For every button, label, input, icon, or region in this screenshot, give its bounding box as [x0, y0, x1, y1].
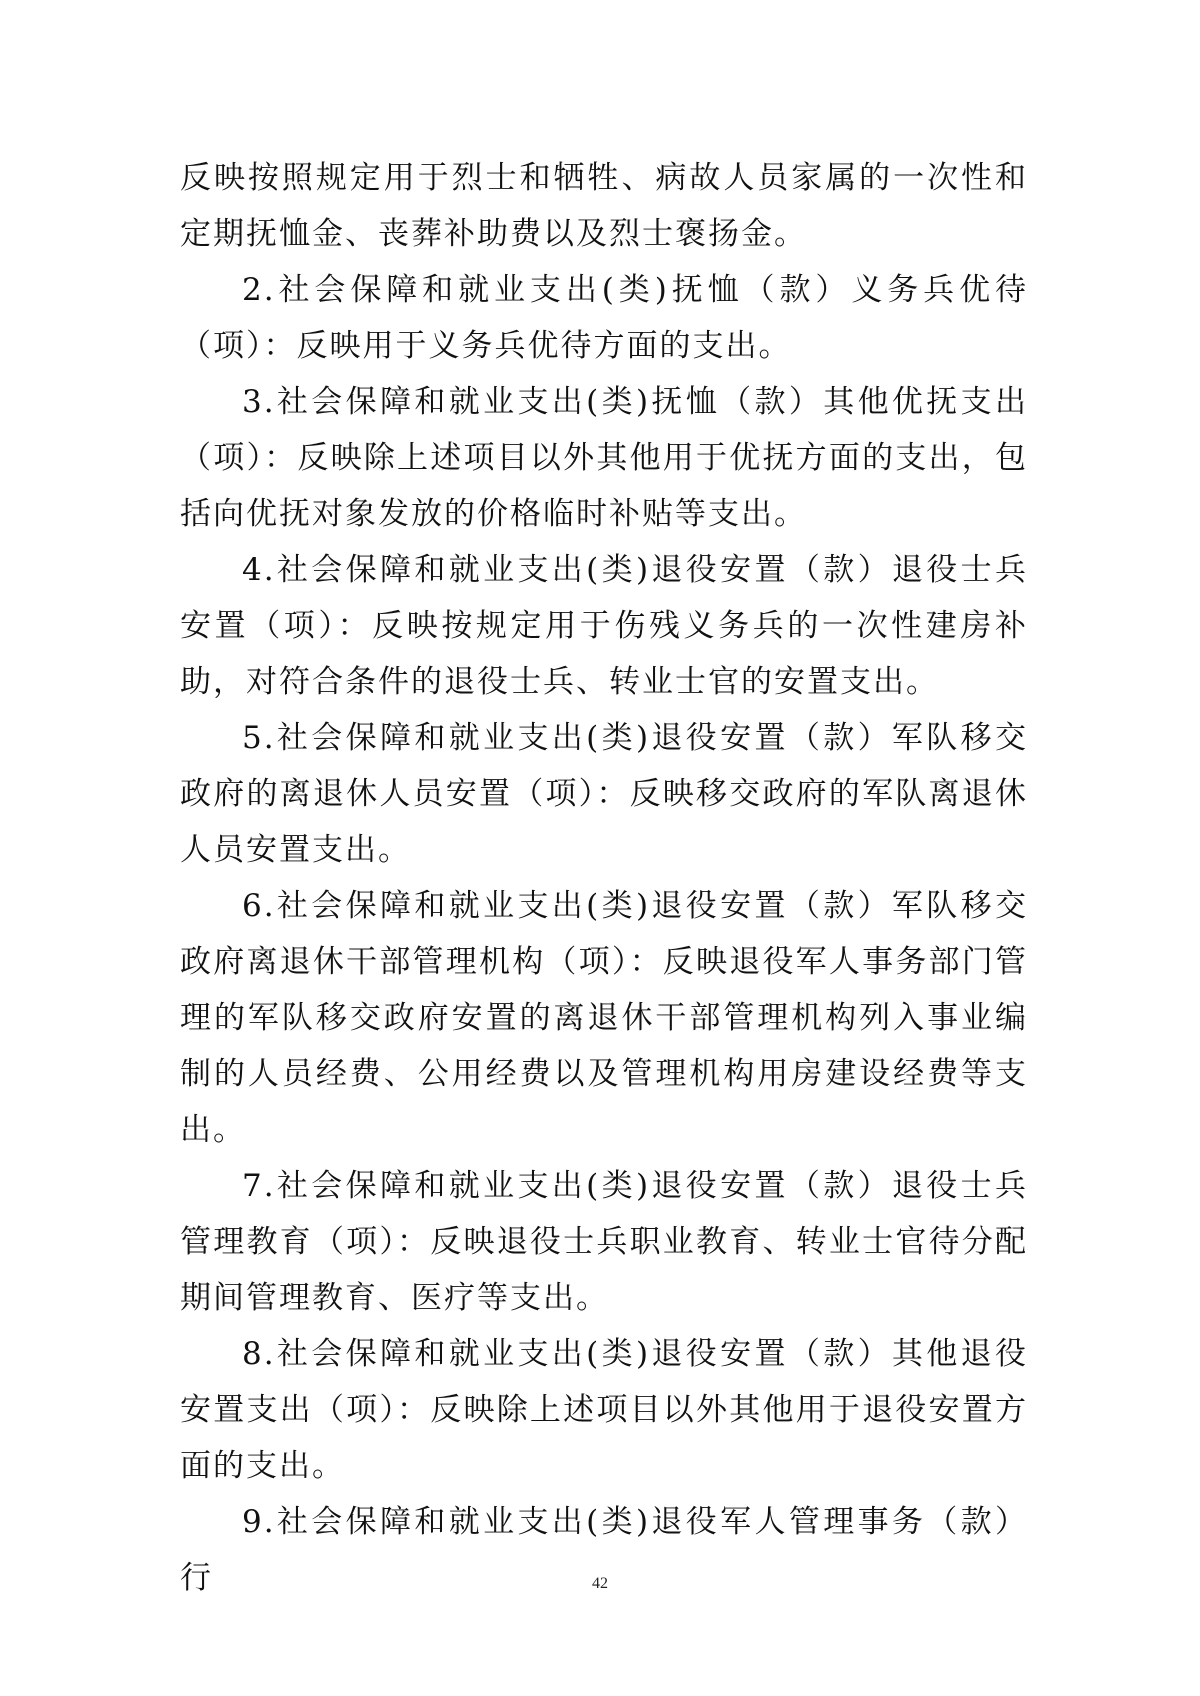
- body-text: [180, 150, 1028, 1606]
- paragraph-continuation: 反映按照规定用于烈士和牺牲、病故人员家属的一次性和定期抚恤金、丧葬补助费以及烈士褒扬金。: [180, 160, 1028, 252]
- paragraph-item-8: 8.社会保障和就业支出(类)退役安置（款）其他退役安置支出（项）：反映除上述项目以外其他用于退役安置方面的支出。: [180, 1336, 1028, 1484]
- paragraph-item-2: 2.社会保障和就业支出(类)抚恤（款）义务兵优待（项）：反映用于义务兵优待方面的支出。: [180, 272, 1028, 364]
- paragraph-item-9: 9.社会保障和就业支出(类)退役军人管理事务（款）行: [180, 1504, 1028, 1596]
- paragraph-item-6: 6.社会保障和就业支出(类)退役安置（款）军队移交政府离退休干部管理机构（项）：反映退役军人事务部门管理的军队移交政府安置的离退休干部管理机构列入事业编制的人员经费、公用经费以及管理机构用房建设经费等支出。: [180, 888, 1028, 1148]
- page-number: 42: [592, 1575, 608, 1592]
- paragraph-item-5: 5.社会保障和就业支出(类)退役安置（款）军队移交政府的离退休人员安置（项）：反映移交政府的军队离退休人员安置支出。: [180, 720, 1028, 868]
- paragraph-item-3: 3.社会保障和就业支出(类)抚恤（款）其他优抚支出（项）：反映除上述项目以外其他用于优抚方面的支出，包括向优抚对象发放的价格临时补贴等支出。: [180, 384, 1028, 532]
- paragraph-item-7: 7.社会保障和就业支出(类)退役安置（款）退役士兵管理教育（项）：反映退役士兵职业教育、转业士官待分配期间管理教育、医疗等支出。: [180, 1168, 1028, 1316]
- paragraph-item-4: 4.社会保障和就业支出(类)退役安置（款）退役士兵安置（项）：反映按规定用于伤残义务兵的一次性建房补助，对符合条件的退役士兵、转业士官的安置支出。: [180, 552, 1028, 700]
